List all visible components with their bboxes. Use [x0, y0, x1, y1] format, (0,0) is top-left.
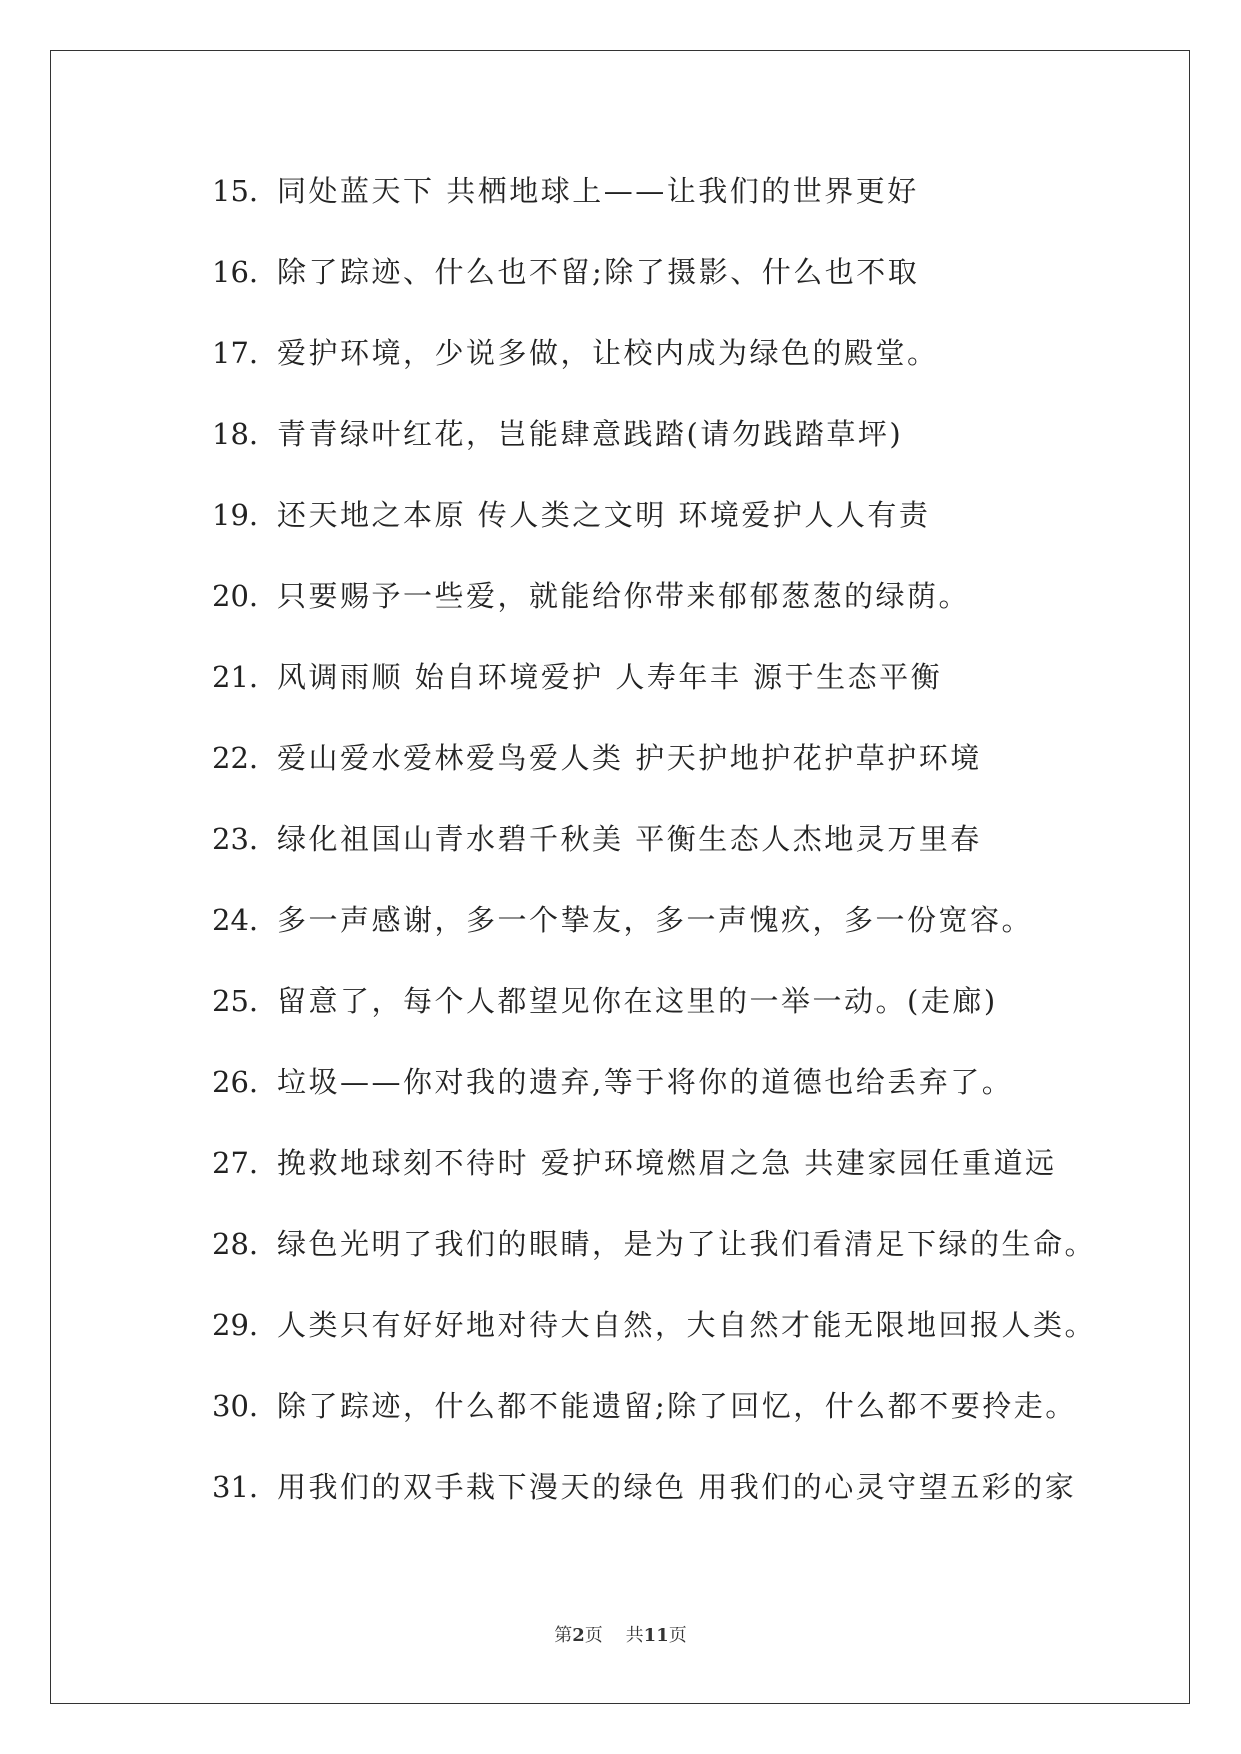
item-number: 23.: [212, 822, 259, 856]
list-item: [212, 491, 1096, 572]
item-number: 22.: [212, 741, 259, 775]
item-number: 30.: [212, 1389, 259, 1423]
item-text: 同处蓝天下 共栖地球上——让我们的世界更好: [277, 174, 919, 208]
list-item: [212, 734, 1096, 815]
item-number: 24.: [212, 903, 259, 937]
list-item: [212, 410, 1096, 491]
list-item: [212, 248, 1096, 329]
item-number: 26.: [212, 1065, 259, 1099]
item-number: 21.: [212, 660, 259, 694]
page-footer: [0, 1621, 1241, 1647]
item-text: 人类只有好好地对待大自然，大自然才能无限地回报人类。: [277, 1308, 1097, 1342]
item-number: 15.: [212, 174, 259, 208]
page-suffix: 页: [584, 1625, 603, 1646]
item-number: 20.: [212, 579, 259, 613]
item-number: 27.: [212, 1146, 259, 1180]
list-item: [212, 1301, 1096, 1382]
total-suffix: 页: [668, 1625, 687, 1646]
item-text: 风调雨顺 始自环境爱护 人寿年丰 源于生态平衡: [277, 660, 943, 694]
item-number: 16.: [212, 255, 259, 289]
list-item: [212, 329, 1096, 410]
list-item: [212, 1058, 1096, 1139]
item-text: 还天地之本原 传人类之文明 环境爱护人人有责: [277, 498, 931, 532]
item-text: 除了踪迹，什么都不能遗留;除了回忆，什么都不要拎走。: [277, 1389, 1077, 1423]
item-number: 18.: [212, 417, 259, 451]
list-item: [212, 1220, 1096, 1301]
item-text: 多一声感谢，多一个挚友，多一声愧疚，多一份宽容。: [277, 903, 1034, 937]
total-prefix: 共: [625, 1625, 644, 1646]
slogan-list: [212, 167, 1096, 1544]
item-text: 用我们的双手栽下漫天的绿色 用我们的心灵守望五彩的家: [277, 1470, 1077, 1504]
list-item: [212, 572, 1096, 653]
list-item: [212, 1382, 1096, 1463]
list-item: [212, 977, 1096, 1058]
page-current: 2: [572, 1625, 585, 1646]
page-prefix: 第: [554, 1625, 573, 1646]
item-text: 除了踪迹、什么也不留;除了摄影、什么也不取: [277, 255, 920, 289]
item-text: 挽救地球刻不待时 爱护环境燃眉之急 共建家园任重道远: [277, 1146, 1057, 1180]
item-number: 31.: [212, 1470, 259, 1504]
list-item: [212, 653, 1096, 734]
item-number: 29.: [212, 1308, 259, 1342]
item-number: 25.: [212, 984, 259, 1018]
item-text: 绿化祖国山青水碧千秋美 平衡生态人杰地灵万里春: [277, 822, 982, 856]
item-number: 28.: [212, 1227, 259, 1261]
item-text: 垃圾——你对我的遗弃,等于将你的道德也给丢弃了。: [277, 1065, 1014, 1099]
page-total: 11: [643, 1625, 669, 1646]
list-item: [212, 1463, 1096, 1544]
list-item: [212, 815, 1096, 896]
item-number: 17.: [212, 336, 259, 370]
item-text: 留意了，每个人都望见你在这里的一举一动。(走廊): [277, 984, 998, 1018]
item-text: 只要赐予一些爱，就能给你带来郁郁葱葱的绿荫。: [277, 579, 971, 613]
item-text: 绿色光明了我们的眼睛，是为了让我们看清足下绿的生命。: [277, 1227, 1097, 1261]
item-number: 19.: [212, 498, 259, 532]
list-item: [212, 896, 1096, 977]
item-text: 爱山爱水爱林爱鸟爱人类 护天护地护花护草护环境: [277, 741, 982, 775]
list-item: [212, 167, 1096, 248]
list-item: [212, 1139, 1096, 1220]
item-text: 青青绿叶红花，岂能肆意践踏(请勿践踏草坪): [277, 417, 904, 451]
item-text: 爱护环境，少说多做，让校内成为绿色的殿堂。: [277, 336, 939, 370]
